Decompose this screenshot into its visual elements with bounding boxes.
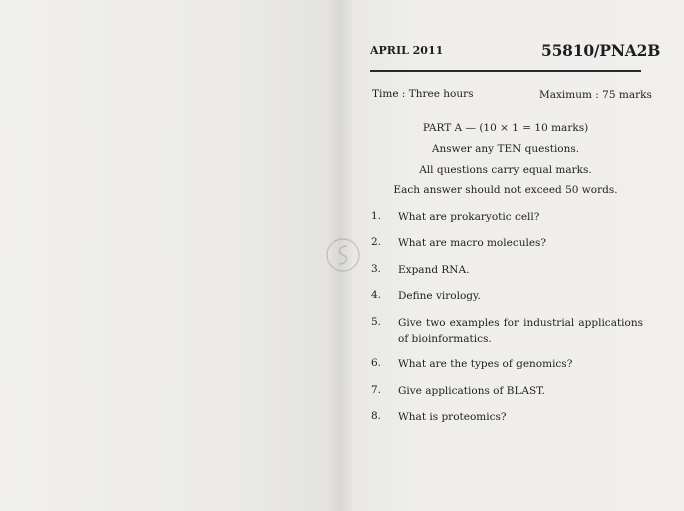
part-title: PART A — (10 × 1 = 10 marks) bbox=[422, 122, 589, 134]
question-number: 1. bbox=[371, 210, 382, 222]
right-page bbox=[352, 0, 684, 511]
question-text: Give two examples for industrial applications of bioinformatics. bbox=[398, 317, 643, 345]
question-text: What are the types of genomics? bbox=[398, 358, 573, 370]
question-text: Define virology. bbox=[398, 290, 481, 302]
question-number: 3. bbox=[371, 263, 382, 275]
question-number: 4. bbox=[371, 289, 382, 301]
question-text: What are macro molecules? bbox=[398, 237, 547, 249]
question-number: 7. bbox=[371, 384, 382, 396]
instruction-line: All questions carry equal marks. bbox=[419, 164, 592, 176]
header-rule bbox=[370, 70, 641, 72]
question-number: 8. bbox=[371, 410, 382, 422]
question-number: 2. bbox=[371, 236, 382, 248]
paper-code: 55810/PNA2B bbox=[541, 41, 661, 60]
exam-month: APRIL 2011 bbox=[370, 44, 444, 57]
instruction-line: Each answer should not exceed 50 words. bbox=[393, 184, 618, 196]
question-text: Expand RNA. bbox=[398, 264, 470, 276]
question-text: What is proteomics? bbox=[398, 411, 507, 423]
question-text: What are prokaryotic cell? bbox=[398, 211, 540, 223]
question-number: 5. bbox=[371, 316, 382, 328]
instruction-line: Answer any TEN questions. bbox=[431, 143, 580, 155]
maximum-marks: Maximum : 75 marks bbox=[539, 89, 652, 101]
watermark-seal-icon bbox=[325, 237, 361, 273]
time-allowed: Time : Three hours bbox=[372, 88, 474, 100]
question-text: Give applications of BLAST. bbox=[398, 385, 545, 397]
left-page bbox=[0, 0, 336, 511]
question-number: 6. bbox=[371, 357, 382, 369]
